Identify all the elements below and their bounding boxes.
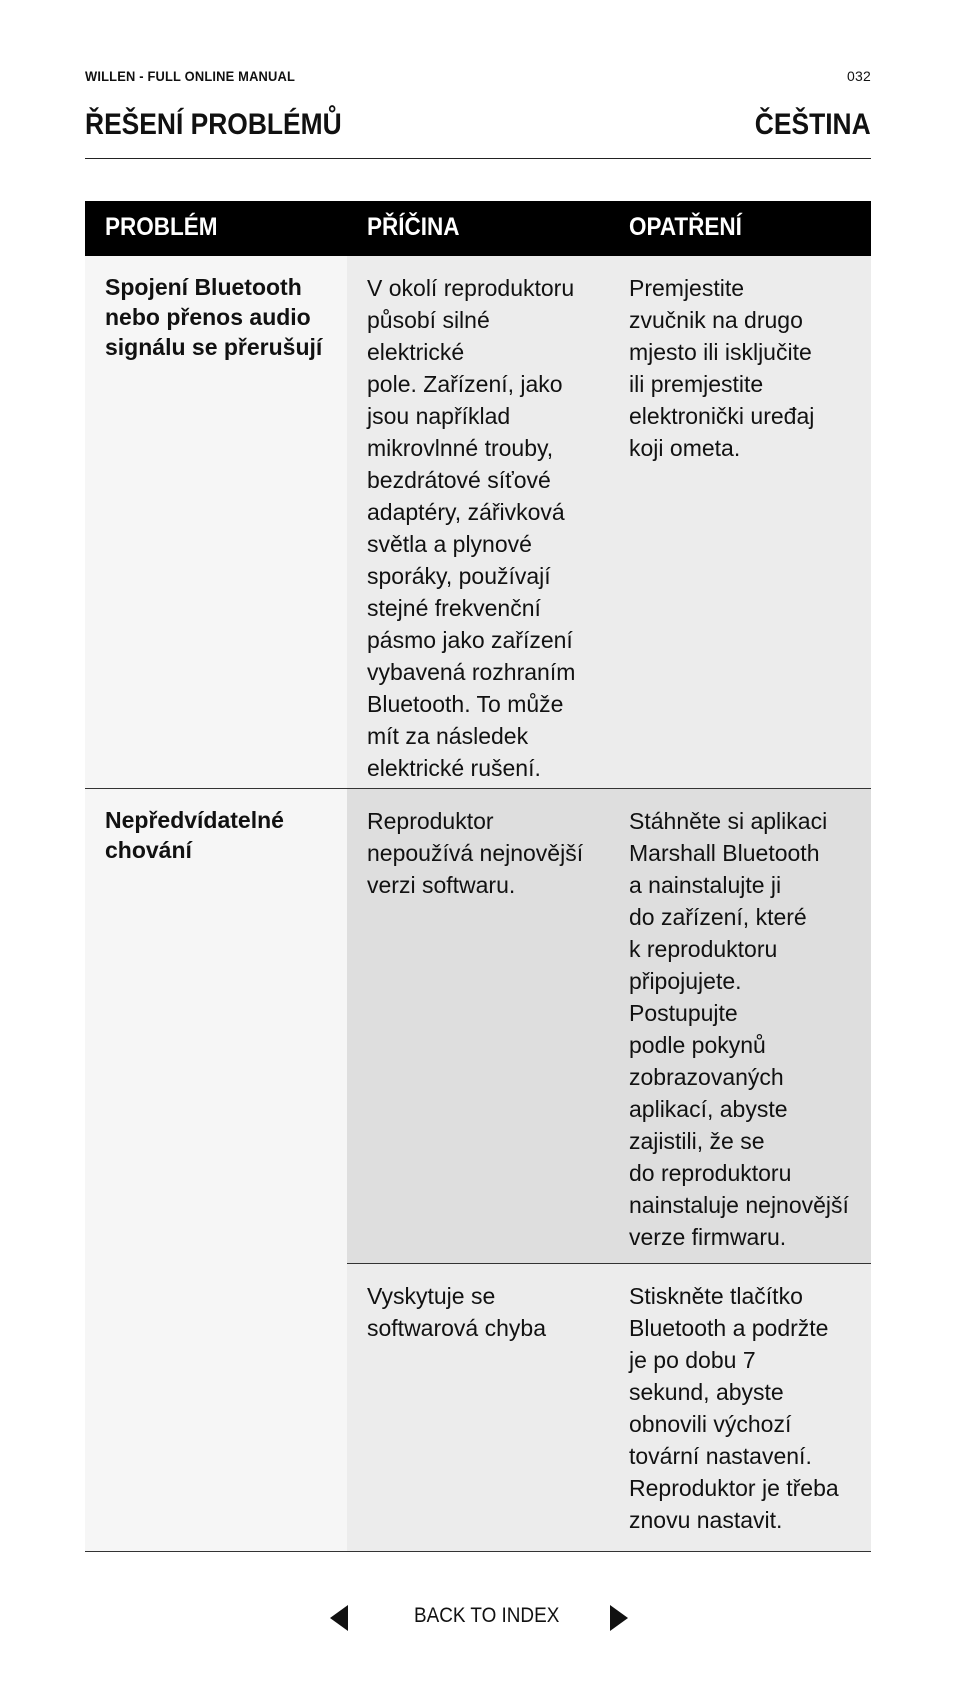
triangle-left-icon[interactable]	[330, 1605, 348, 1631]
table-row	[85, 256, 871, 789]
cause-cell: V okolí reproduktoru působí silné elektrické pole. Zařízení, jako jsou například mikrovlnné trouby, bezdrátové síťové adaptéry, zářivková světla a plynové sporáky, používají stejné frekvenční pásmo jako zařízení vybavená rozhraním Bluetooth. To může mít za následek elektrické rušení.	[347, 256, 609, 788]
cause-action-row	[347, 1264, 871, 1551]
action-cell: Stiskněte tlačítko Bluetooth a podržte je po dobu 7 sekund, abyste obnovili výchozí tovární nastavení. Reproduktor je třeba znovu nastavit.	[609, 1264, 871, 1551]
language-label: ČEŠTINA	[755, 108, 871, 141]
cause-action-group	[347, 789, 871, 1551]
troubleshooting-table	[85, 201, 871, 1552]
triangle-right-icon[interactable]	[610, 1605, 628, 1631]
header-main	[85, 108, 871, 142]
table-row	[85, 789, 871, 1552]
cause-cell: Vyskytuje se softwarová chyba	[347, 1264, 609, 1551]
problem-cell: Spojení Bluetooth nebo přenos audio signálu se přerušují	[85, 256, 347, 788]
cause-action-group	[347, 256, 871, 788]
action-cell: Stáhněte si aplikaci Marshall Bluetooth a nainstalujte ji do zařízení, které k reproduktoru připojujete. Postupujte podle pokynů zobrazovaných aplikací, abyste zajistili, že se do reproduktoru nainstaluje nejnovější verze firmwaru.	[609, 789, 871, 1263]
back-to-index-link[interactable]: BACK TO INDEX	[414, 1604, 560, 1627]
header-top	[85, 68, 871, 84]
action-cell: Premjestite zvučnik na drugo mjesto ili isključite ili premjestite elektronički uređaj koji ometa.	[609, 256, 871, 788]
column-header-cause: PŘÍČINA	[367, 213, 460, 241]
page-navigation	[85, 1602, 871, 1632]
section-title: ŘEŠENÍ PROBLÉMŮ	[85, 108, 342, 141]
cause-cell: Reproduktor nepoužívá nejnovější verzi softwaru.	[347, 789, 609, 1263]
column-header-action: OPATŘENÍ	[629, 213, 742, 241]
table-header	[85, 201, 871, 256]
cause-action-row	[347, 789, 871, 1264]
column-header-problem: PROBLÉM	[105, 213, 218, 241]
page-number: 032	[847, 68, 871, 84]
problem-cell: Nepředvídatelné chování	[85, 789, 347, 1551]
cause-action-row	[347, 256, 871, 788]
doc-title: WILLEN - FULL ONLINE MANUAL	[85, 68, 296, 84]
header-divider	[85, 158, 871, 159]
